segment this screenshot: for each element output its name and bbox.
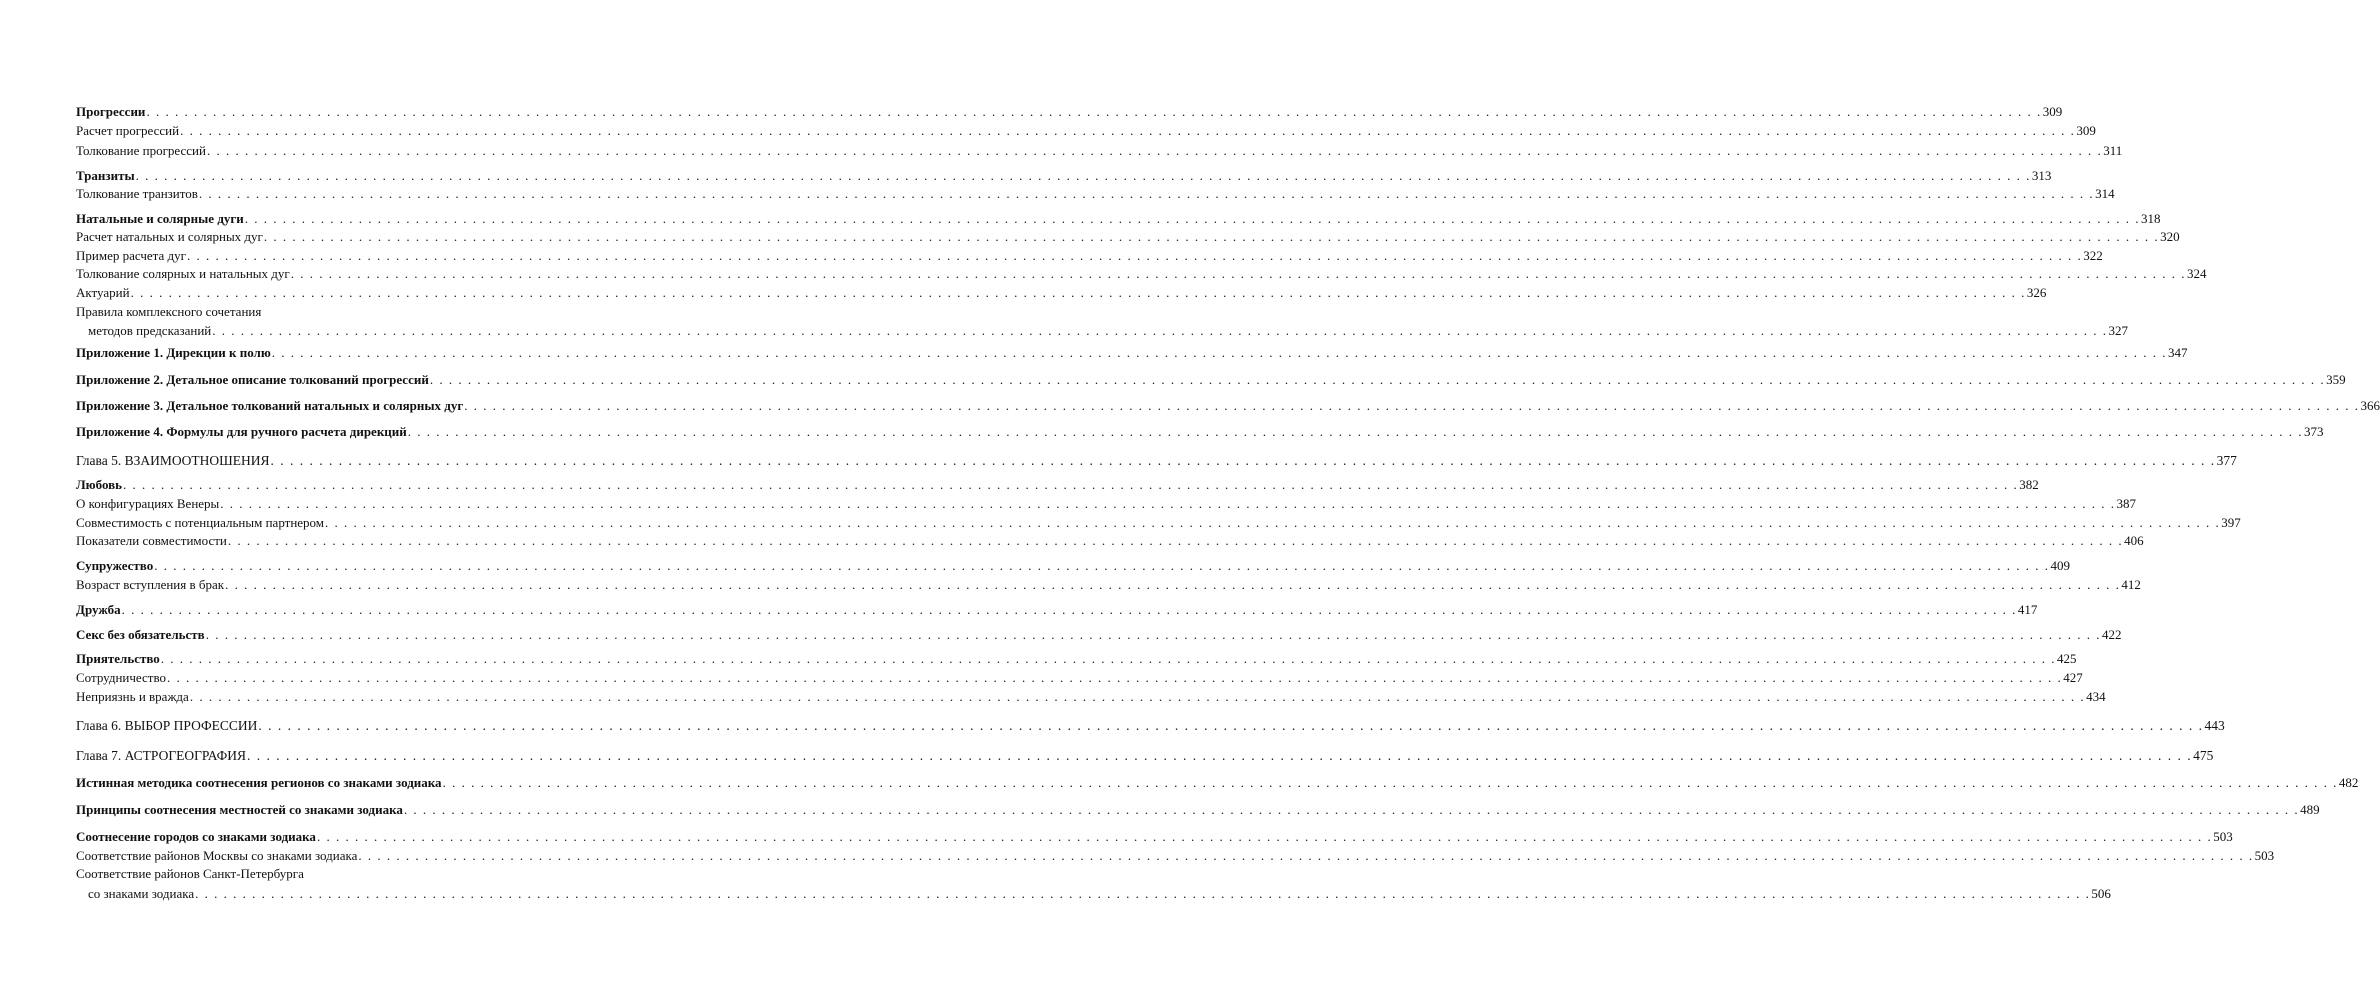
toc-entry [76,398,2380,414]
toc-entry [76,848,2275,864]
toc-entry-label: Расчет натальных и солярных дуг [76,229,263,244]
dot-leader: . . . . . . . . . . . . . . . . . . . . . . . . . . . . . . . . . . . . . . . . . . . . . . . . . . . . . . . . . . . . . . . . . . . . . . . . . . . . . . . . . . . . . . . . . . . . . . . . . . . . . . . . . . . . . . . . . . . . . . . . . . . . . . . . . . . . . . . . . . . . . . . . . . . . . . . . . . . . . . . . . . . . . . . . . . . . . . . . . . . . . . . . . . . . . . . . . . . . . . . . [244,211,2141,226]
toc-entry [76,670,2083,686]
dot-leader: . . . . . . . . . . . . . . . . . . . . . . . . . . . . . . . . . . . . . . . . . . . . . . . . . . . . . . . . . . . . . . . . . . . . . . . . . . . . . . . . . . . . . . . . . . . . . . . . . . . . . . . . . . . . . . . . . . . . . . . . . . . . . . . . . . . . . . . . . . . . . . . . . . . . . . . . . . . . . . . . . . . . . . . . . . . . . . . . . . . . . . . . . . . . . . . . . . . . . . . . [130,285,2026,300]
chapter-entry [76,453,2237,469]
toc-entry-label: Неприязнь и вражда [76,689,189,704]
dot-leader: . . . . . . . . . . . . . . . . . . . . . . . . . . . . . . . . . . . . . . . . . . . . . . . . . . . . . . . . . . . . . . . . . . . . . . . . . . . . . . . . . . . . . . . . . . . . . . . . . . . . . . . . . . . . . . . . . . . . . . . . . . . . . . . . . . . . . . . . . . . . . . . . . . . . . . . . . . . . . . . . . . . . . . . . . . . . . . . . . . . . . . . . . . . . . . . . . . . . . . . . [225,577,2121,592]
dot-leader: . . . . . . . . . . . . . . . . . . . . . . . . . . . . . . . . . . . . . . . . . . . . . . . . . . . . . . . . . . . . . . . . . . . . . . . . . . . . . . . . . . . . . . . . . . . . . . . . . . . . . . . . . . . . . . . . . . . . . . . . . . . . . . . . . . . . . . . . . . . . . . . . . . . . . . . . . . . . . . . . . . . . . . . . . . . . . . . . . . . . . . . . . . . . . . . . . . . . . . . . [135,168,2031,183]
dot-leader: . . . . . . . . . . . . . . . . . . . . . . . . . . . . . . . . . . . . . . . . . . . . . . . . . . . . . . . . . . . . . . . . . . . . . . . . . . . . . . . . . . . . . . . . . . . . . . . . . . . . . . . . . . . . . . . . . . . . . . . . . . . . . . . . . . . . . . . . . . . . . . . . . . . . . . . . . . . . . . . . . . . . . . . . . . . . . . . . . . . . . . . . . . . . . . . . . . . . . . . . [212,323,2108,338]
toc-entry-label: Глава 5. ВЗАИМООТНОШЕНИЯ [76,453,270,468]
dot-leader: . . . . . . . . . . . . . . . . . . . . . . . . . . . . . . . . . . . . . . . . . . . . . . . . . . . . . . . . . . . . . . . . . . . . . . . . . . . . . . . . . . . . . . . . . . . . . . . . . . . . . . . . . . . . . . . . . . . . . . . . . . . . . . . . . . . . . . . . . . . . . . . . . . . . . . . . . . . . . . . . . . . . . . . . . . . . . . . . . . . . . . . . . . . . . . . . . . . . . . . . [123,477,2019,492]
toc-entry [76,285,2047,301]
dot-leader: . . . . . . . . . . . . . . . . . . . . . . . . . . . . . . . . . . . . . . . . . . . . . . . . . . . . . . . . . . . . . . . . . . . . . . . . . . . . . . . . . . . . . . . . . . . . . . . . . . . . . . . . . . . . . . . . . . . . . . . . . . . . . . . . . . . . . . . . . . . . . . . . . . . . . . . . . . . . . . . . . . . . . . . . . . . . . . . . . . . . . . . . . . . . . . . . . . . . . . . . [189,689,2086,704]
toc-entry-label: методов предсказаний [88,323,212,338]
dot-leader: . . . . . . . . . . . . . . . . . . . . . . . . . . . . . . . . . . . . . . . . . . . . . . . . . . . . . . . . . . . . . . . . . . . . . . . . . . . . . . . . . . . . . . . . . . . . . . . . . . . . . . . . . . . . . . . . . . . . . . . . . . . . . . . . . . . . . . . . . . . . . . . . . . . . . . . . . . . . . . . . . . . . . . . . . . . . . . . . . . . . . . . . . . . . . . . . . . . . . . . . [325,515,2221,530]
dot-leader: . . . . . . . . . . . . . . . . . . . . . . . . . . . . . . . . . . . . . . . . . . . . . . . . . . . . . . . . . . . . . . . . . . . . . . . . . . . . . . . . . . . . . . . . . . . . . . . . . . . . . . . . . . . . . . . . . . . . . . . . . . . . . . . . . . . . . . . . . . . . . . . . . . . . . . . . . . . . . . . . . . . . . . . . . . . . . . . . . . . . . . . . . . . . . . . . . . . . . . . . [429,372,2326,387]
toc-entry-page-number: 503 [2254,848,2275,863]
toc-entry-label: Показатели совместимости [76,533,227,548]
toc-entry-page-number: 322 [2083,248,2103,263]
dot-leader: . . . . . . . . . . . . . . . . . . . . . . . . . . . . . . . . . . . . . . . . . . . . . . . . . . . . . . . . . . . . . . . . . . . . . . . . . . . . . . . . . . . . . . . . . . . . . . . . . . . . . . . . . . . . . . . . . . . . . . . . . . . . . . . . . . . . . . . . . . . . . . . . . . . . . . . . . . . . . . . . . . . . . . . . . . . . . . . . . . . . . . . . . . . . . . . . . . . . . . . . [442,775,2338,790]
toc-entry [76,886,2111,902]
toc-entry-label-line: Правила комплексного сочетания [76,304,262,319]
toc-entry-page-number: 489 [2300,802,2320,817]
toc-entry-page-number: 417 [2017,602,2038,617]
toc-entry [76,558,2070,574]
toc-entry [76,143,2123,159]
toc-entry-label: О конфигурациях Венеры [76,496,220,511]
toc-entry-page-number: 427 [2063,670,2083,685]
toc-entry-page-number: 482 [2338,775,2359,790]
toc-entry [76,372,2346,388]
toc-entry [76,424,2324,440]
toc-entry-label: Соотнесение городов со знаками зодиака [76,829,316,844]
dot-leader: . . . . . . . . . . . . . . . . . . . . . . . . . . . . . . . . . . . . . . . . . . . . . . . . . . . . . . . . . . . . . . . . . . . . . . . . . . . . . . . . . . . . . . . . . . . . . . . . . . . . . . . . . . . . . . . . . . . . . . . . . . . . . . . . . . . . . . . . . . . . . . . . . . . . . . . . . . . . . . . . . . . . . . . . . . . . . . . . . . . . . . . . . . . . . . . . . . . . . . . . [187,248,2083,263]
dot-leader: . . . . . . . . . . . . . . . . . . . . . . . . . . . . . . . . . . . . . . . . . . . . . . . . . . . . . . . . . . . . . . . . . . . . . . . . . . . . . . . . . . . . . . . . . . . . . . . . . . . . . . . . . . . . . . . . . . . . . . . . . . . . . . . . . . . . . . . . . . . . . . . . . . . . . . . . . . . . . . . . . . . . . . . . . . . . . . . . . . . . . . . . . . . . . . . . . . . . . . . . [316,829,2213,844]
toc-entry-label-line: Соответствие районов Санкт-Петербурга [76,866,304,881]
toc-entry-label: Приятельство [76,651,160,666]
dot-leader: . . . . . . . . . . . . . . . . . . . . . . . . . . . . . . . . . . . . . . . . . . . . . . . . . . . . . . . . . . . . . . . . . . . . . . . . . . . . . . . . . . . . . . . . . . . . . . . . . . . . . . . . . . . . . . . . . . . . . . . . . . . . . . . . . . . . . . . . . . . . . . . . . . . . . . . . . . . . . . . . . . . . . . . . . . . . . . . . . . . . . . . . . . . . . . . . . . . . . . . . [220,496,2116,511]
toc-entry-page-number: 397 [2221,515,2241,530]
dot-leader: . . . . . . . . . . . . . . . . . . . . . . . . . . . . . . . . . . . . . . . . . . . . . . . . . . . . . . . . . . . . . . . . . . . . . . . . . . . . . . . . . . . . . . . . . . . . . . . . . . . . . . . . . . . . . . . . . . . . . . . . . . . . . . . . . . . . . . . . . . . . . . . . . . . . . . . . . . . . . . . . . . . . . . . . . . . . . . . . . . . . . . . . . . . . . . . . . . . . . . . . [270,453,2216,468]
toc-entry-page-number: 324 [2187,266,2207,281]
toc-entry-page-number: 503 [2213,829,2233,844]
dot-leader: . . . . . . . . . . . . . . . . . . . . . . . . . . . . . . . . . . . . . . . . . . . . . . . . . . . . . . . . . . . . . . . . . . . . . . . . . . . . . . . . . . . . . . . . . . . . . . . . . . . . . . . . . . . . . . . . . . . . . . . . . . . . . . . . . . . . . . . . . . . . . . . . . . . . . . . . . . . . . . . . . . . . . . . . . . . . . . . . . . . . . . . . . . . . . . . . . . . . . . . . [403,802,2300,817]
toc-entry-label: Транзиты [76,168,135,183]
dot-leader: . . . . . . . . . . . . . . . . . . . . . . . . . . . . . . . . . . . . . . . . . . . . . . . . . . . . . . . . . . . . . . . . . . . . . . . . . . . . . . . . . . . . . . . . . . . . . . . . . . . . . . . . . . . . . . . . . . . . . . . . . . . . . . . . . . . . . . . . . . . . . . . . . . . . . . . . . . . . . . . . . . . . . . . . . . . . . . . . . . . . . . . . . . . . . . . . . . . . . . . . [206,143,2103,158]
dot-leader: . . . . . . . . . . . . . . . . . . . . . . . . . . . . . . . . . . . . . . . . . . . . . . . . . . . . . . . . . . . . . . . . . . . . . . . . . . . . . . . . . . . . . . . . . . . . . . . . . . . . . . . . . . . . . . . . . . . . . . . . . . . . . . . . . . . . . . . . . . . . . . . . . . . . . . . . . . . . . . . . . . . . . . . . . . . . . . . . . . . . . . . . . . . . . . . . . . . . . . . . [121,602,2017,617]
toc-entry [76,211,2161,227]
toc-entry-page-number: 434 [2086,689,2106,704]
toc-entry [76,266,2207,282]
toc-entry-label: Истинная методика соотнесения регионов со знаками зодиака [76,775,442,790]
toc-entry [76,651,2077,667]
toc-entry-page-number: 475 [2193,748,2214,763]
toc-entry [76,627,2122,643]
dot-leader: . . . . . . . . . . . . . . . . . . . . . . . . . . . . . . . . . . . . . . . . . . . . . . . . . . . . . . . . . . . . . . . . . . . . . . . . . . . . . . . . . . . . . . . . . . . . . . . . . . . . . . . . . . . . . . . . . . . . . . . . . . . . . . . . . . . . . . . . . . . . . . . . . . . . . . . . . . . . . . . . . . . . . . . . . . . . . . . . . . . . . . . . . . . . . . . . . . . . . . . . [154,558,2050,573]
toc-entry-label: Толкование транзитов [76,186,198,201]
toc-entry-page-number: 406 [2124,533,2144,548]
toc-entry-page-number: 309 [2042,104,2063,119]
toc-entry [76,345,2188,361]
toc-entry-label: Приложение 3. Детальное толкований натальных и солярных дуг [76,398,464,413]
toc-entry-label: Возраст вступления в брак [76,577,225,592]
chapter-entry [76,718,2225,734]
dot-leader: . . . . . . . . . . . . . . . . . . . . . . . . . . . . . . . . . . . . . . . . . . . . . . . . . . . . . . . . . . . . . . . . . . . . . . . . . . . . . . . . . . . . . . . . . . . . . . . . . . . . . . . . . . . . . . . . . . . . . . . . . . . . . . . . . . . . . . . . . . . . . . . . . . . . . . . . . . . . . . . . . . . . . . . . . . . . . . . . . . . . . . . . . . . . . . . . . . . . . . . . [464,398,2360,413]
toc-entry [76,123,2096,139]
toc-entry [76,477,2039,493]
dot-leader: . . . . . . . . . . . . . . . . . . . . . . . . . . . . . . . . . . . . . . . . . . . . . . . . . . . . . . . . . . . . . . . . . . . . . . . . . . . . . . . . . . . . . . . . . . . . . . . . . . . . . . . . . . . . . . . . . . . . . . . . . . . . . . . . . . . . . . . . . . . . . . . . . . . . . . . . . . . . . . . . . . . . . . . . . . . . . . . . . . . . . . . . . . . . . . . . . . . . . . . . [271,345,2168,360]
toc-entry-label: Толкование солярных и натальных дуг [76,266,290,281]
dot-leader: . . . . . . . . . . . . . . . . . . . . . . . . . . . . . . . . . . . . . . . . . . . . . . . . . . . . . . . . . . . . . . . . . . . . . . . . . . . . . . . . . . . . . . . . . . . . . . . . . . . . . . . . . . . . . . . . . . . . . . . . . . . . . . . . . . . . . . . . . . . . . . . . . . . . . . . . . . . . . . . . . . . . . . . . . . . . . . . . . . . . . . . . . . . . . . . . . . . . . . . . [167,670,2063,685]
toc-entry [76,104,2063,120]
toc-entry-label: Совместимость с потенциальным партнером [76,515,325,530]
toc-entry-page-number: 387 [2116,496,2137,511]
toc-entry-label: Приложение 1. Дирекции к полю [76,345,271,360]
toc-entry [76,248,2103,264]
dot-leader: . . . . . . . . . . . . . . . . . . . . . . . . . . . . . . . . . . . . . . . . . . . . . . . . . . . . . . . . . . . . . . . . . . . . . . . . . . . . . . . . . . . . . . . . . . . . . . . . . . . . . . . . . . . . . . . . . . . . . . . . . . . . . . . . . . . . . . . . . . . . . . . . . . . . . . . . . . . . . . . . . . . . . . . . . . . . . . . . . . . . . . . . . . . . . . . . . . . . . . . . [160,651,2057,666]
toc-entry-label: Супружество [76,558,154,573]
toc-entry [76,577,2141,593]
dot-leader: . . . . . . . . . . . . . . . . . . . . . . . . . . . . . . . . . . . . . . . . . . . . . . . . . . . . . . . . . . . . . . . . . . . . . . . . . . . . . . . . . . . . . . . . . . . . . . . . . . . . . . . . . . . . . . . . . . . . . . . . . . . . . . . . . . . . . . . . . . . . . . . . . . . . . . . . . . . . . . . . . . . . . . . . . . . . . . . . . . . . . . . . . . . . . . . . . . . . . . . . [195,886,2091,901]
dot-leader: . . . . . . . . . . . . . . . . . . . . . . . . . . . . . . . . . . . . . . . . . . . . . . . . . . . . . . . . . . . . . . . . . . . . . . . . . . . . . . . . . . . . . . . . . . . . . . . . . . . . . . . . . . . . . . . . . . . . . . . . . . . . . . . . . . . . . . . . . . . . . . . . . . . . . . . . . . . . . . . . . . . . . . . . . . . . . . . . . . . . . . . . . . . . . . . . . . . . . . . . [263,229,2160,244]
toc-entry-page-number: 313 [2031,168,2052,183]
toc-entry-page-number: 425 [2057,651,2077,666]
toc-entry-page-number: 409 [2050,558,2070,573]
toc-entry-page-number: 382 [2019,477,2039,492]
dot-leader: . . . . . . . . . . . . . . . . . . . . . . . . . . . . . . . . . . . . . . . . . . . . . . . . . . . . . . . . . . . . . . . . . . . . . . . . . . . . . . . . . . . . . . . . . . . . . . . . . . . . . . . . . . . . . . . . . . . . . . . . . . . . . . . . . . . . . . . . . . . . . . . . . . . . . . . . . . . . . . . . . . . . . . . . . . . . . . . . . . . . . . . . . . . . . . . . . . . . . . . . [407,424,2304,439]
toc-entry [76,775,2359,791]
toc-entry-page-number: 327 [2108,323,2128,338]
toc-entry-page-number: 314 [2095,186,2115,201]
dot-leader: . . . . . . . . . . . . . . . . . . . . . . . . . . . . . . . . . . . . . . . . . . . . . . . . . . . . . . . . . . . . . . . . . . . . . . . . . . . . . . . . . . . . . . . . . . . . . . . . . . . . . . . . . . . . . . . . . . . . . . . . . . . . . . . . . . . . . . . . . . . . . . . . . . . . . . . . . . . . . . . . . . . . . . . . . . . . . . . . . . . . . . . . . . . . . . . . . . . . . . . . [180,123,2076,138]
toc-entry-label: Натальные и солярные дуги [76,211,244,226]
dot-leader: . . . . . . . . . . . . . . . . . . . . . . . . . . . . . . . . . . . . . . . . . . . . . . . . . . . . . . . . . . . . . . . . . . . . . . . . . . . . . . . . . . . . . . . . . . . . . . . . . . . . . . . . . . . . . . . . . . . . . . . . . . . . . . . . . . . . . . . . . . . . . . . . . . . . . . . . . . . . . . . . . . . . . . . . . . . . . . . . . . . . . . . . . . . . . . . . . . . . . . . . [205,627,2101,642]
toc-entry [76,533,2144,549]
toc-entry-label: Глава 7. АСТРОГЕОГРАФИЯ [76,748,247,763]
toc-entry-page-number: 443 [2204,718,2225,733]
toc-entry-label: Приложение 2. Детальное описание толкований прогрессий [76,372,429,387]
toc-entry-label: Приложение 4. Формулы для ручного расчета дирекций [76,424,407,439]
toc-entry-label: со знаками зодиака [88,886,195,901]
toc-entry-label: Расчет прогрессий [76,123,180,138]
dot-leader: . . . . . . . . . . . . . . . . . . . . . . . . . . . . . . . . . . . . . . . . . . . . . . . . . . . . . . . . . . . . . . . . . . . . . . . . . . . . . . . . . . . . . . . . . . . . . . . . . . . . . . . . . . . . . . . . . . . . . . . . . . . . . . . . . . . . . . . . . . . . . . . . . . . . . . . . . . . . . . . . . . . . . . . . . . . . . . . . . . . . . . . . . . . . . . . . . . . . . . . . [227,533,2124,548]
toc-entry [76,496,2137,512]
toc-entry-page-number: 309 [2076,123,2096,138]
toc-entry [76,323,2128,339]
toc-entry-page-number: 373 [2304,424,2324,439]
toc-entry-label: Сотрудничество [76,670,167,685]
dot-leader: . . . . . . . . . . . . . . . . . . . . . . . . . . . . . . . . . . . . . . . . . . . . . . . . . . . . . . . . . . . . . . . . . . . . . . . . . . . . . . . . . . . . . . . . . . . . . . . . . . . . . . . . . . . . . . . . . . . . . . . . . . . . . . . . . . . . . . . . . . . . . . . . . . . . . . . . . . . . . . . . . . . . . . . . . . . . . . . . . . . . . . . . . . . . . . . . . . . . . . . . [247,748,2193,763]
toc-entry-label: Принципы соотнесения местностей со знаками зодиака [76,802,403,817]
chapter-entry [76,748,2214,764]
toc-entry-label: Пример расчета дуг [76,248,186,263]
toc-entry [76,229,2180,245]
toc-entry-page-number: 326 [2026,285,2047,300]
toc-entry-label: Актуарий [76,285,130,300]
toc-entry [76,186,2115,202]
toc-entry-label: Толкование прогрессий [76,143,206,158]
toc-entry-label: Глава 6. ВЫБОР ПРОФЕССИИ [76,718,258,733]
toc-entry-page-number: 377 [2216,453,2237,468]
toc-entry-label: Дружба [76,602,121,617]
toc-entry-page-number: 318 [2141,211,2161,226]
toc-entry [76,515,2241,531]
toc-entry [76,689,2106,705]
toc-entry-page-number: 347 [2168,345,2188,360]
toc-entry-page-number: 422 [2101,627,2122,642]
toc-entry-page-number: 320 [2160,229,2180,244]
toc-entry-label: Любовь [76,477,123,492]
toc-entry-page-number: 359 [2326,372,2346,387]
toc-entry-label: Секс без обязательств [76,627,205,642]
toc-entry-label: Соответствие районов Москвы со знаками зодиака [76,848,358,863]
dot-leader: . . . . . . . . . . . . . . . . . . . . . . . . . . . . . . . . . . . . . . . . . . . . . . . . . . . . . . . . . . . . . . . . . . . . . . . . . . . . . . . . . . . . . . . . . . . . . . . . . . . . . . . . . . . . . . . . . . . . . . . . . . . . . . . . . . . . . . . . . . . . . . . . . . . . . . . . . . . . . . . . . . . . . . . . . . . . . . . . . . . . . . . . . . . . . . . . . . . . . . . . [258,718,2204,733]
toc-entry-page-number: 366 [2360,398,2380,413]
dot-leader: . . . . . . . . . . . . . . . . . . . . . . . . . . . . . . . . . . . . . . . . . . . . . . . . . . . . . . . . . . . . . . . . . . . . . . . . . . . . . . . . . . . . . . . . . . . . . . . . . . . . . . . . . . . . . . . . . . . . . . . . . . . . . . . . . . . . . . . . . . . . . . . . . . . . . . . . . . . . . . . . . . . . . . . . . . . . . . . . . . . . . . . . . . . . . . . . . . . . . . . . [358,848,2254,863]
toc-entry [76,802,2320,818]
toc-entry [76,602,2038,618]
dot-leader: . . . . . . . . . . . . . . . . . . . . . . . . . . . . . . . . . . . . . . . . . . . . . . . . . . . . . . . . . . . . . . . . . . . . . . . . . . . . . . . . . . . . . . . . . . . . . . . . . . . . . . . . . . . . . . . . . . . . . . . . . . . . . . . . . . . . . . . . . . . . . . . . . . . . . . . . . . . . . . . . . . . . . . . . . . . . . . . . . . . . . . . . . . . . . . . . . . . . . . . . [146,104,2042,119]
toc-entry-label: Прогрессии [76,104,146,119]
toc-entry-page-number: 506 [2091,886,2111,901]
toc-entry-page-number: 311 [2103,143,2123,158]
toc-entry-page-number: 412 [2121,577,2141,592]
dot-leader: . . . . . . . . . . . . . . . . . . . . . . . . . . . . . . . . . . . . . . . . . . . . . . . . . . . . . . . . . . . . . . . . . . . . . . . . . . . . . . . . . . . . . . . . . . . . . . . . . . . . . . . . . . . . . . . . . . . . . . . . . . . . . . . . . . . . . . . . . . . . . . . . . . . . . . . . . . . . . . . . . . . . . . . . . . . . . . . . . . . . . . . . . . . . . . . . . . . . . . . . [290,266,2186,281]
dot-leader: . . . . . . . . . . . . . . . . . . . . . . . . . . . . . . . . . . . . . . . . . . . . . . . . . . . . . . . . . . . . . . . . . . . . . . . . . . . . . . . . . . . . . . . . . . . . . . . . . . . . . . . . . . . . . . . . . . . . . . . . . . . . . . . . . . . . . . . . . . . . . . . . . . . . . . . . . . . . . . . . . . . . . . . . . . . . . . . . . . . . . . . . . . . . . . . . . . . . . . . . [198,186,2095,201]
toc-entry [76,168,2052,184]
toc-entry [76,829,2233,845]
